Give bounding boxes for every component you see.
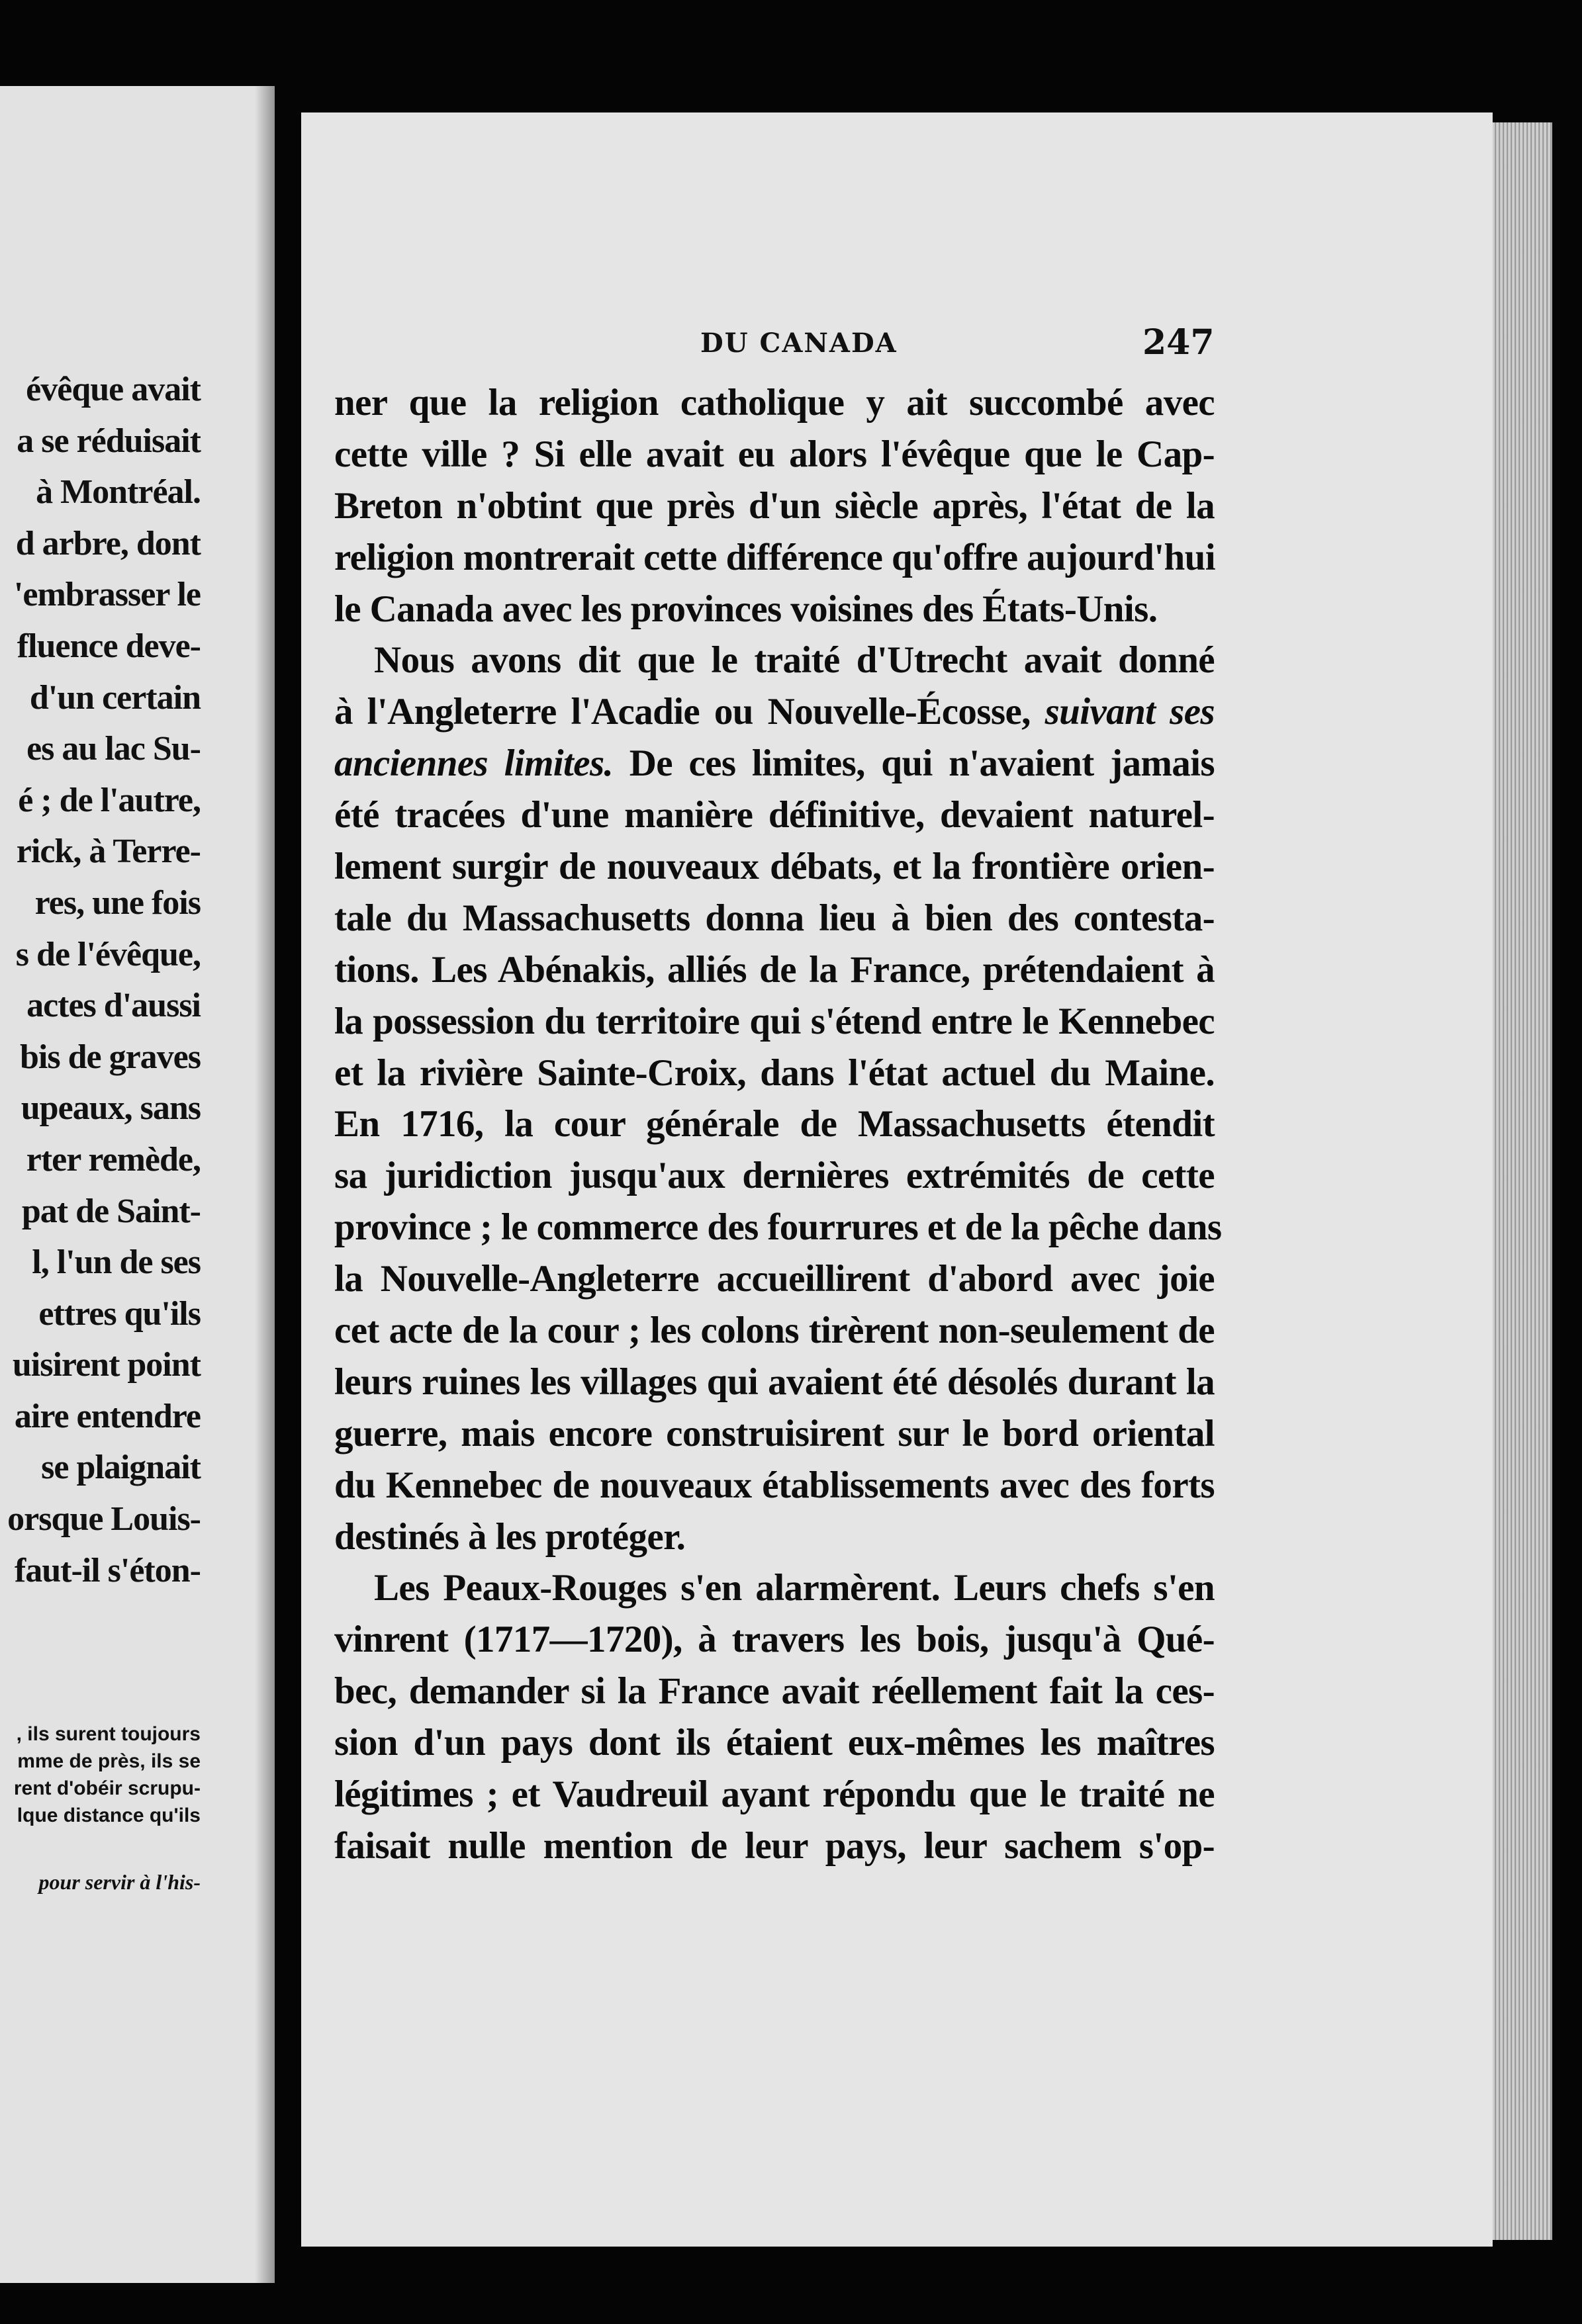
left-text-line: ettres qu'ils — [38, 1294, 201, 1333]
text-line — [334, 1666, 1215, 1717]
text-line — [334, 1511, 1215, 1563]
left-footnote-line: rent d'obéir scrupu- — [13, 1777, 201, 1799]
left-text-line: es au lac Su- — [26, 730, 201, 768]
left-footnote-line: lque distance qu'ils — [17, 1805, 201, 1826]
line-text: En 1716, la cour générale de Massachusetts étendit — [334, 1103, 1215, 1145]
page-number: 247 — [1142, 322, 1215, 363]
line-text: bec, demander si la France avait réellement fait la ces- — [334, 1670, 1215, 1713]
text-line — [334, 480, 1215, 532]
text-line — [334, 429, 1215, 480]
line-text: la possession du territoire qui s'étend entre le Kennebec — [334, 1000, 1215, 1042]
left-text-line: 'embrasser le — [13, 576, 201, 614]
line-text: religion montrerait cette différence qu'offre aujourd'hui — [334, 536, 1215, 578]
line-text: Breton n'obtint que près d'un siècle après, l'état de la — [334, 484, 1215, 527]
text-line — [334, 1357, 1215, 1408]
line-text: lement surgir de nouveaux débats, et la frontière orien- — [334, 846, 1215, 888]
text-line — [334, 789, 1215, 841]
line-text: guerre, mais encore construisirent sur le bord oriental — [334, 1412, 1215, 1454]
text-line — [334, 1150, 1215, 1202]
left-text-line: à Montréal. — [36, 473, 201, 512]
left-text-line: rter remède, — [26, 1140, 201, 1179]
line-text: De ces limites, qui n'avaient jamais — [629, 742, 1215, 785]
left-page-fragment — [0, 86, 275, 2283]
text-line — [334, 1098, 1215, 1150]
line-text: ner que la religion catholique y ait succombé avec — [334, 382, 1215, 424]
left-text-line: d arbre, dont — [15, 524, 201, 562]
text-line — [334, 1202, 1222, 1253]
text-line — [334, 893, 1215, 944]
line-text: cet acte de la cour ; les colons tirèrent non-seulement de — [334, 1310, 1215, 1352]
page-body-text — [334, 377, 1222, 1872]
text-line — [334, 1460, 1215, 1511]
line-text: leurs ruines les villages qui avaient été désolés durant la — [334, 1361, 1215, 1403]
text-line — [334, 1614, 1215, 1666]
left-text-line: actes d'aussi — [26, 987, 201, 1025]
left-text-line: s de l'évêque, — [15, 935, 201, 973]
line-text: cette ville ? Si elle avait eu alors l'évêque que le Cap- — [334, 433, 1215, 475]
line-text: et la rivière Sainte-Croix, dans l'état actuel du Maine. — [334, 1051, 1215, 1094]
line-text: à l'Angleterre l'Acadie ou Nouvelle-Écosse, — [334, 691, 1031, 733]
text-line — [334, 1253, 1215, 1305]
line-text: tions. Les Abénakis, alliés de la France, prétendaient à — [334, 948, 1215, 991]
line-text: faisait nulle mention de leur pays, leur sachem s'op- — [334, 1824, 1215, 1867]
page-header — [0, 322, 1215, 374]
left-text-line: orsque Louis- — [7, 1500, 201, 1539]
text-line — [334, 532, 1215, 584]
running-head: DU CANADA — [700, 328, 898, 359]
left-text-line: aire entendre — [14, 1397, 201, 1435]
left-footnote-line: mme de près, ils se — [17, 1750, 201, 1772]
text-line — [334, 1769, 1215, 1820]
left-text-line: l, l'un de ses — [32, 1243, 201, 1282]
line-text: vinrent (1717—1720), à travers les bois, jusqu'à Qué- — [334, 1619, 1215, 1661]
left-text-line: évêque avait — [26, 371, 201, 408]
line-text: province ; le commerce des fourrures et de la pêche dans — [334, 1206, 1222, 1249]
text-line — [334, 1820, 1215, 1872]
left-text-line: faut-il s'éton- — [14, 1551, 201, 1589]
line-text: sion d'un pays dont ils étaient eux-mêmes les maîtres — [334, 1722, 1215, 1764]
line-text: tale du Massachusetts donna lieu à bien des contesta- — [334, 897, 1215, 939]
line-text: du Kennebec de nouveaux établissements avec des forts — [334, 1464, 1215, 1506]
text-line — [334, 1048, 1215, 1099]
left-page-footnotes — [0, 1721, 201, 1896]
left-footnote-line: , ils surent toujours — [16, 1723, 201, 1745]
text-line — [334, 686, 1215, 738]
page-edges — [1493, 122, 1552, 2240]
text-line — [334, 1717, 1215, 1769]
line-text: Les Peaux-Rouges s'en alarmèrent. Leurs chefs s'en — [374, 1567, 1215, 1609]
text-line — [334, 635, 1215, 686]
left-text-line: fluence deve- — [17, 627, 201, 665]
text-line — [334, 1305, 1215, 1357]
line-text: la Nouvelle-Angleterre accueillirent d'abord avec joie — [334, 1258, 1215, 1300]
line-text: destinés à les protéger. — [334, 1515, 686, 1558]
text-line — [334, 944, 1215, 996]
text-line — [334, 1562, 1215, 1614]
left-text-line: upeaux, sans — [21, 1089, 201, 1128]
text-line — [334, 584, 1215, 635]
text-line — [334, 738, 1215, 789]
left-footnote-reference: pour servir à l'his- — [38, 1870, 201, 1894]
line-text: Nous avons dit que le traité d'Utrecht avait donné — [374, 639, 1215, 682]
left-text-line: rick, à Terre- — [16, 832, 201, 871]
italic-text: suivant ses — [1045, 691, 1215, 733]
left-text-line: uisirent point — [12, 1346, 201, 1384]
line-text: légitimes ; et Vaudreuil ayant répondu que le traité ne — [334, 1773, 1215, 1816]
left-page-text — [0, 364, 201, 1596]
line-text: été tracées d'une manière définitive, devaient naturel- — [334, 794, 1215, 836]
left-text-line: bis de graves — [20, 1038, 201, 1076]
text-line — [334, 841, 1215, 893]
page-gutter-shadow — [255, 86, 275, 2283]
line-text: sa juridiction jusqu'aux dernières extrémités de cette — [334, 1155, 1215, 1197]
italic-text: anciennes limites. — [334, 742, 614, 785]
left-text-line: a se réduisait — [17, 422, 201, 460]
text-line — [334, 996, 1215, 1048]
text-line — [334, 377, 1215, 429]
line-text: le Canada avec les provinces voisines des États-Unis. — [334, 588, 1158, 630]
left-text-line: d'un certain — [29, 678, 201, 717]
left-text-line: é ; de l'autre, — [18, 781, 201, 819]
left-text-line: res, une fois — [34, 883, 201, 922]
text-line — [334, 1408, 1215, 1460]
left-text-line: pat de Saint- — [21, 1192, 201, 1230]
left-text-line: se plaignait — [41, 1449, 201, 1487]
